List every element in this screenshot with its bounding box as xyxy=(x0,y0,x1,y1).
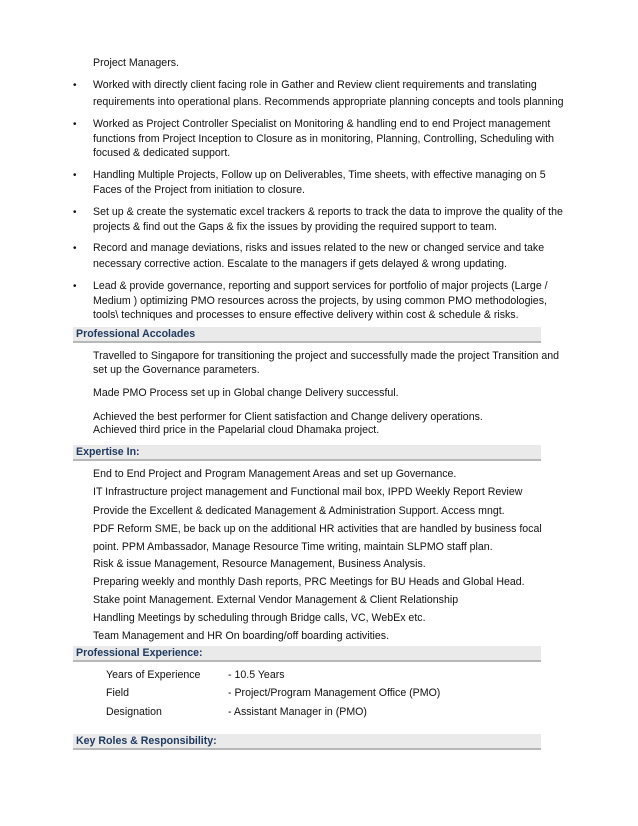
expertise-line: Risk & issue Management, Resource Management, Business Analysis. xyxy=(93,558,426,570)
section-title: Professional Experience: xyxy=(76,647,203,659)
bullet-text: requirements into operational plans. Recommends appropriate planning concepts and tools planning xyxy=(93,96,564,108)
accolade-line: Made PMO Process set up in Global change Delivery successful. xyxy=(93,387,399,399)
expertise-line: End to End Project and Program Management Areas and set up Governance. xyxy=(93,468,457,480)
accolade-line: Achieved the best performer for Client satisfaction and Change delivery operations. xyxy=(93,411,483,423)
section-title: Key Roles & Responsibility: xyxy=(76,735,217,747)
section-heading-accolades xyxy=(73,327,541,343)
bullet-text: Worked as Project Controller Specialist on Monitoring & handling end to end Project management xyxy=(93,118,551,130)
bullet-text: necessary corrective action. Escalate to the managers if gets delayed & wrong updating. xyxy=(93,258,507,270)
expertise-line: Handling Meetings by scheduling through Bridge calls, VC, WebEx etc. xyxy=(93,612,426,624)
bullet-text: projects & find out the Gaps & fix the issues by providing the required support to team. xyxy=(93,221,497,233)
accolade-line: Travelled to Singapore for transitioning the project and successfully made the project Transition and xyxy=(93,350,559,362)
bullet-text: Faces of the Project from initiation to closure. xyxy=(93,184,305,196)
expertise-line: Provide the Excellent & dedicated Management & Administration Support. Access mngt. xyxy=(93,505,505,517)
bullet-icon: • xyxy=(73,281,77,292)
expertise-line: point. PPM Ambassador, Manage Resource Time writing, maintain SLPMO staff plan. xyxy=(93,541,493,553)
bullet-icon: • xyxy=(73,170,77,181)
bullet-text: Set up & create the systematic excel trackers & reports to track the data to improve the quality of the xyxy=(93,206,563,218)
expertise-line: Preparing weekly and monthly Dash reports, PRC Meetings for BU Heads and Global Head. xyxy=(93,576,525,588)
experience-label: Designation xyxy=(106,706,162,718)
bullet-text: tools\ techniques and processes to ensure effective delivery within cost & schedule & risks. xyxy=(93,309,519,321)
section-title: Professional Accolades xyxy=(76,328,196,340)
expertise-line: Team Management and HR On boarding/off boarding activities. xyxy=(93,630,390,642)
expertise-line: Stake point Management. External Vendor Management & Client Relationship xyxy=(93,594,459,606)
accolade-line: Achieved third price in the Papelarial cloud Dhamaka project. xyxy=(93,424,380,436)
bullet-icon: • xyxy=(73,80,77,91)
accolade-line: set up the Governance parameters. xyxy=(93,364,260,376)
section-title: Expertise In: xyxy=(76,446,140,458)
experience-value: - Assistant Manager in (PMO) xyxy=(228,706,367,718)
experience-value: - 10.5 Years xyxy=(228,669,285,681)
experience-value: - Project/Program Management Office (PMO) xyxy=(228,687,441,699)
experience-label: Years of Experience xyxy=(106,669,201,681)
bullet-text: Lead & provide governance, reporting and support services for portfolio of major projects (Large / xyxy=(93,280,548,292)
expertise-line: IT Infrastructure project management and Functional mail box, IPPD Weekly Report Review xyxy=(93,486,523,498)
intro-line: Project Managers. xyxy=(93,57,179,69)
bullet-text: focused & dedicated support. xyxy=(93,147,231,159)
section-heading-roles xyxy=(73,734,541,750)
bullet-text: Handling Multiple Projects, Follow up on Deliverables, Time sheets, with effective managing on 5 xyxy=(93,169,546,181)
bullet-text: functions from Project Inception to Closure as in monitoring, Planning, Controlling, Scheduling with xyxy=(93,133,555,145)
section-heading-expertise xyxy=(73,445,541,461)
experience-label: Field xyxy=(106,687,129,699)
bullet-text: Worked with directly client facing role in Gather and Review client requirements and translating xyxy=(93,79,537,91)
bullet-icon: • xyxy=(73,207,77,218)
bullet-icon: • xyxy=(73,243,77,254)
bullet-icon: • xyxy=(73,119,77,130)
bullet-text: Medium ) optimizing PMO resources across the projects, by using common PMO methodologies, xyxy=(93,295,547,307)
bullet-text: Record and manage deviations, risks and issues related to the new or changed service and take xyxy=(93,242,545,254)
section-heading-experience xyxy=(73,646,541,662)
expertise-line: PDF Reform SME, be back up on the additional HR activities that are handled by business focal xyxy=(93,523,542,535)
